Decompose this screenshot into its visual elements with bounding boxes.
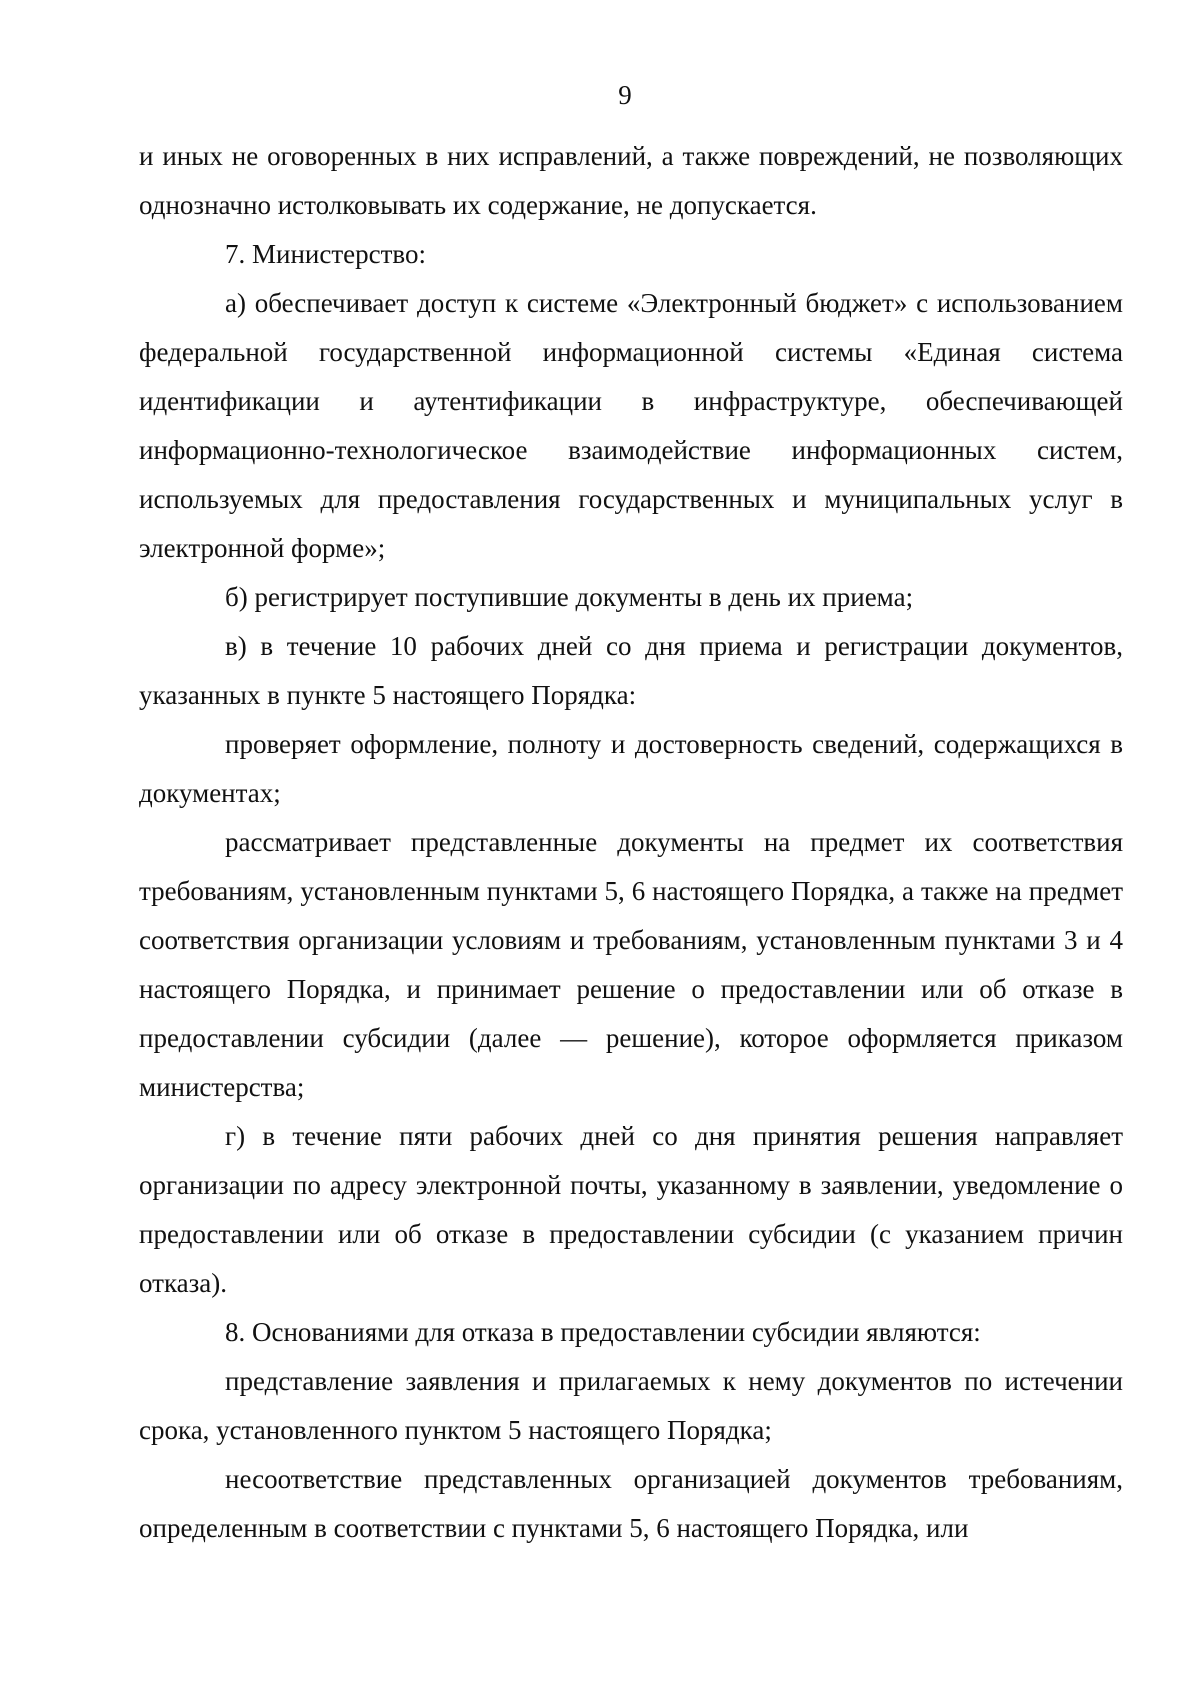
paragraph-continuation: и иных не оговоренных в них исправлений, а также повреждений, не позволяющих однозначно истолковывать их содержание, не допускается.: [139, 141, 1123, 220]
document-body: [139, 132, 1123, 1553]
paragraph-item-v: в) в течение 10 рабочих дней со дня приема и регистрации документов, указанных в пункте 5 настоящего Порядка:: [139, 631, 1123, 710]
paragraph-item-b: б) регистрирует поступившие документы в день их приема;: [225, 582, 914, 612]
paragraph-item-g: г) в течение пяти рабочих дней со дня принятия решения направляет организации по адресу электронной почты, указанному в заявлении, уведомление о предоставлении или об отказе в предоставлении субсидии (с указанием причин отказа).: [139, 1121, 1123, 1298]
paragraph-item-v-review: рассматривает представленные документы на предмет их соответствия требованиям, установленным пунктами 5, 6 настоящего Порядка, а также на предмет соответствия организации условиям и требованиям, установленным пунктами 3 и 4 настоящего Порядка, и принимает решение о предоставлении или об отказе в предоставлении субсидии (далее — решение), которое оформляется приказом министерства;: [139, 827, 1123, 1102]
paragraph-item-a: а) обеспечивает доступ к системе «Электронный бюджет» с использованием федеральной государственной информационной системы «Единая система идентификации и аутентификации в инфраструктуре, обеспечивающей информационно-технологическое взаимодействие информационных систем, используемых для предоставления государственных и муниципальных услуг в электронной форме»;: [139, 288, 1123, 563]
paragraph-refusal-reason-1: представление заявления и прилагаемых к нему документов по истечении срока, установленного пунктом 5 настоящего Порядка;: [139, 1366, 1123, 1445]
paragraph-refusal-reason-2: несоответствие представленных организацией документов требованиям, определенным в соответствии с пунктами 5, 6 настоящего Порядка, или: [139, 1464, 1123, 1543]
page-number: 9: [618, 80, 632, 110]
paragraph-section-7-heading: 7. Министерство:: [225, 239, 426, 269]
paragraph-item-v-check: проверяет оформление, полноту и достоверность сведений, содержащихся в документах;: [139, 729, 1123, 808]
paragraph-section-8-heading: 8. Основаниями для отказа в предоставлении субсидии являются:: [225, 1317, 981, 1347]
